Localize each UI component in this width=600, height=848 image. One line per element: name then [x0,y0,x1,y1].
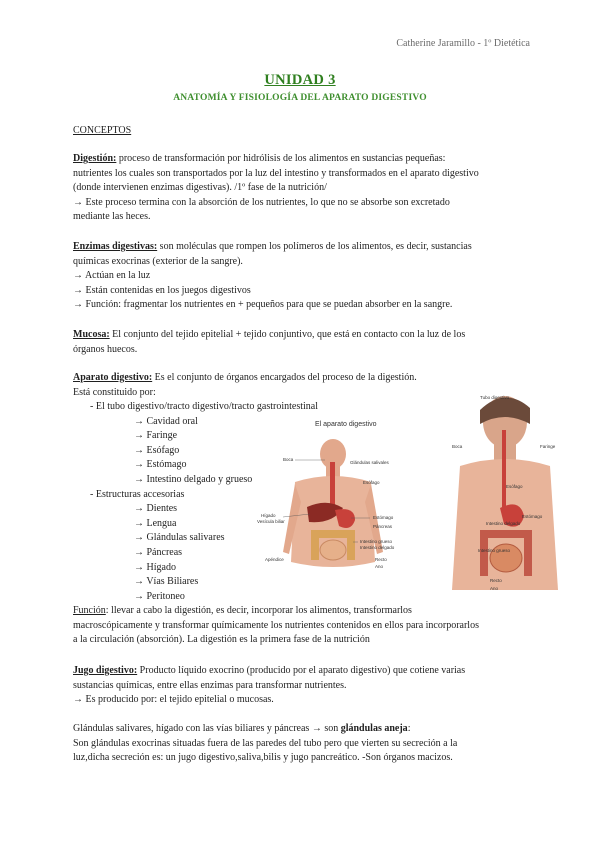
accesorias-group-label: - Estructuras accesorias [90,488,185,500]
section-heading [73,124,533,139]
conceptos-heading: CONCEPTOS [73,125,132,136]
jugo-line: → Es producido por: el tejido epitelial o mucosas. [73,694,274,706]
funcion-block [73,604,533,648]
label-tubo-digestivo: Tubo digestivo [480,395,510,400]
list-item: → Peritoneo [134,590,185,602]
tubo-list [134,415,252,488]
enzimas-block [73,240,533,313]
label-estomago: Estómago [522,514,543,519]
aparato-term: Aparato digestivo: [73,372,153,383]
small-intestine-shape [320,540,346,560]
label-boca: Boca [452,444,463,449]
list-item: → Vías Biliares [134,576,199,588]
list-item: → Esófago [134,444,180,456]
enzimas-line: químicas exocrinas (exterior de la sangre). [73,255,243,267]
label-ano: Ano [490,586,499,591]
label-higado: Hígado [261,513,276,518]
list-item: → Lengua [134,517,177,529]
enzimas-line: → Actúan en la luz [73,270,151,282]
list-item: → Páncreas [134,546,183,558]
mucosa-line: El conjunto del tejido epitelial + tejido conjuntivo, que está en contacto con la luz de los [109,329,466,340]
jugo-line: Producto líquido exocrino (producido por el aparato digestivo) que cotiene varias [137,665,466,676]
list-item: → Glándulas salivares [134,532,225,544]
label-vesicula: Vesícula biliar [257,519,285,524]
enzimas-line: son moléculas que rompen los polímeros de los alimentos, es decir, sustancias [157,241,472,252]
label-esofago: Esófago [506,484,523,489]
label-esofago: Esófago [363,480,380,485]
funcion-line: a la circulación (absorción). La digestión es la primera fase de la nutrición [73,634,370,646]
jugo-line: sustancias químicas, entre ellas enzimas para transformar nutrientes. [73,679,347,691]
aparato-line: Es el conjunto de órganos encargados del proceso de la digestión. [152,372,417,383]
digestion-block [73,152,533,225]
esophagus-shape [502,430,506,510]
label-glandulas: Glándulas salivales [350,460,389,465]
enzimas-line: → Función: fragmentar los nutrientes en + pequeños para que se puedan absorber en la sangre. [73,299,453,311]
jugo-block [73,664,533,708]
glandulas-block [73,722,533,766]
glandulas-line: Glándulas salivares, hígado con las vías biliares y páncreas → son [73,723,341,734]
label-recto: Recto [375,557,387,562]
digestion-line: → Este proceso termina con la absorción de los nutrientes, lo que no se absorbe son excretado [73,196,450,208]
glandulas-line: Son glándulas exocrinas situadas fuera de las paredes del tubo pero que vierten su secreción a la [73,737,458,749]
mucosa-term: Mucosa: [73,329,110,340]
digestion-line: (donde intervienen enzimas digestivas). /1º fase de la nutrición/ [73,182,327,194]
list-item: → Intestino delgado y grueso [134,473,253,485]
label-ano: Ano [375,564,384,569]
list-item: → Dientes [134,503,178,515]
funcion-term: Función [73,605,106,616]
label-apendice: Apéndice [265,557,284,562]
glandulas-term: glándulas aneja [340,723,408,734]
digestion-line: nutrientes los cuales son transportados por la luz del intestino y transformados en el aparato digestivo [73,167,479,179]
digestion-line: mediante las heces. [73,211,151,223]
label-intestino-grueso: Intestino grueso [360,539,393,544]
mucosa-line: órganos huecos. [73,343,138,355]
label-pancreas: Páncreas [373,524,393,529]
mucosa-block [73,328,533,357]
page-header: Catherine Jaramillo - 1º Dietética [396,38,530,49]
label-recto: Recto [490,578,502,583]
enzimas-term: Enzimas digestivas: [73,241,158,252]
glandulas-colon: : [407,723,411,734]
funcion-line: : llevar a cabo la digestión, es decir, incorporar los alimentos, transformarlos [105,605,412,616]
unit-title: UNIDAD 3 [264,72,336,88]
list-item: → Cavidad oral [134,415,198,427]
tubo-group-label: - El tubo digestivo/tracto digestivo/tracto gastrointestinal [90,401,319,412]
digestive-system-figure [255,412,435,580]
label-intestino-grueso: Intestino grueso [478,548,511,553]
list-item: → Estómago [134,459,187,471]
label-intestino-delgado: Intestino delgado [486,521,521,526]
jugo-term: Jugo digestivo: [73,665,138,676]
list-item: → Hígado [134,561,176,573]
unit-subtitle: ANATOMÍA Y FISIOLOGÍA DEL APARATO DIGESTIVO [173,93,427,103]
digestion-term: Digestión: [73,153,117,164]
accesorias-list [134,502,225,604]
label-boca: Boca [283,457,294,462]
enzimas-line: → Están contenidas en los juegos digestivos [73,284,251,296]
label-estomago: Estómago [373,515,394,520]
figure-title: El aparato digestivo [315,421,377,428]
digestive-tube-figure [450,390,580,602]
digestion-line: proceso de transformación por hidrólisis de los alimentos en sustancias pequeñas: [116,153,446,164]
aparato-line: Está constituido por: [73,386,156,398]
glandulas-line: luz,dicha secreción es: un jugo digestivo,saliva,bilis y jugo pancreático. -Son órganos macizos. [73,752,453,764]
funcion-line: macroscópicamente y transformar químicamente los nutrientes contenidos en ellos para incorporarlos [73,619,479,631]
list-item: → Faringe [134,430,178,442]
label-faringe: Faringe [540,444,556,449]
label-intestino-delgado: Intestino delgado [360,545,395,550]
